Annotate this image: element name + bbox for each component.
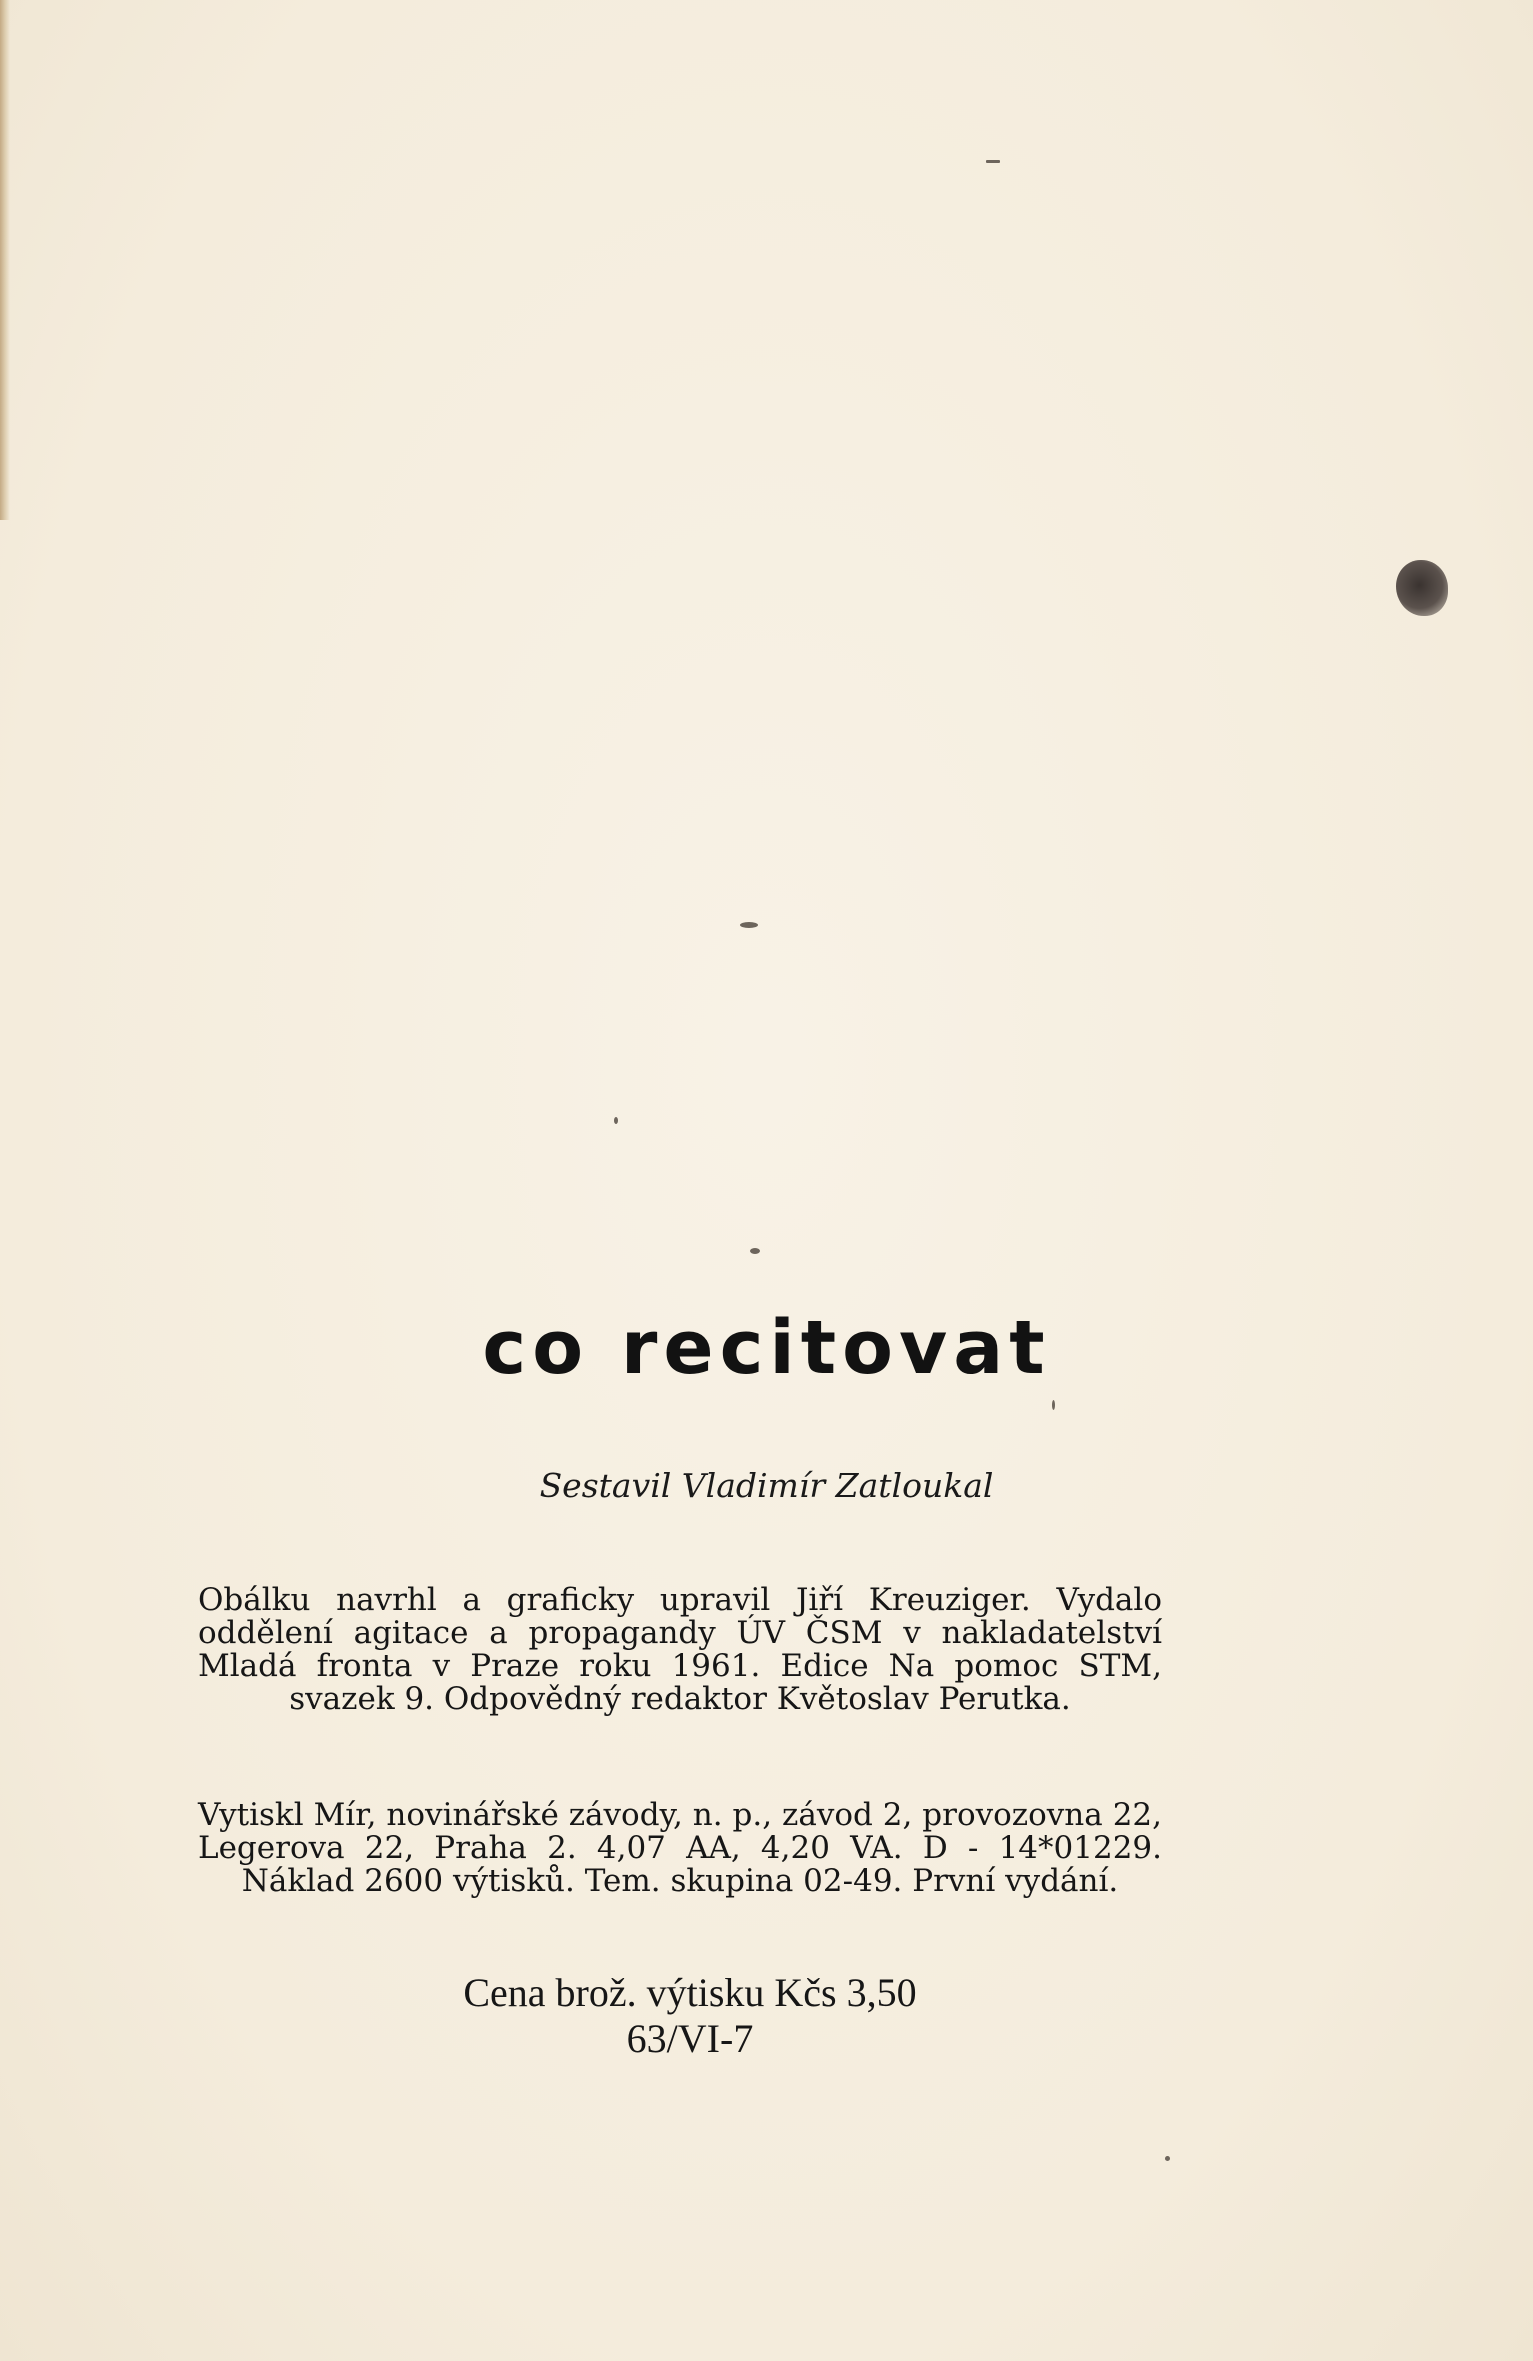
book-title: co recitovat	[482, 1305, 1051, 1391]
paper-speck	[1165, 2156, 1170, 2161]
catalog-code: 63/VI-7	[626, 2016, 754, 2061]
price-line: Cena brož. výtisku Kčs 3,50	[463, 1970, 917, 2015]
page-edge-shadow	[0, 0, 10, 520]
paper-speck	[614, 1117, 618, 1124]
colophon-publication: Obálku navrhl a graficky upravil Jiří Kreuziger. Vydalo oddělení agitace a propagandy ÚV ČSM v nakladatelství Mladá fronta v Praze roku 1961. Edice Na pomoc STM, svazek 9. Odpovědný redaktor Květoslav Perutka.	[198, 1582, 1162, 1717]
paper-speck	[1052, 1400, 1055, 1410]
paper-speck	[740, 922, 758, 928]
paper-speck	[750, 1248, 760, 1254]
ink-stain	[1396, 560, 1448, 616]
paper-speck	[986, 160, 1000, 163]
compiler-credit: Sestavil Vladimír Zatloukal	[539, 1466, 994, 1505]
colophon-printing: Vytiskl Mír, novinářské závody, n. p., závod 2, provozovna 22, Legerova 22, Praha 2. 4,07 AA, 4,20 VA. D - 14*01229. Náklad 2600 výtisků. Tem. skupina 02-49. První vydání.	[198, 1797, 1162, 1899]
